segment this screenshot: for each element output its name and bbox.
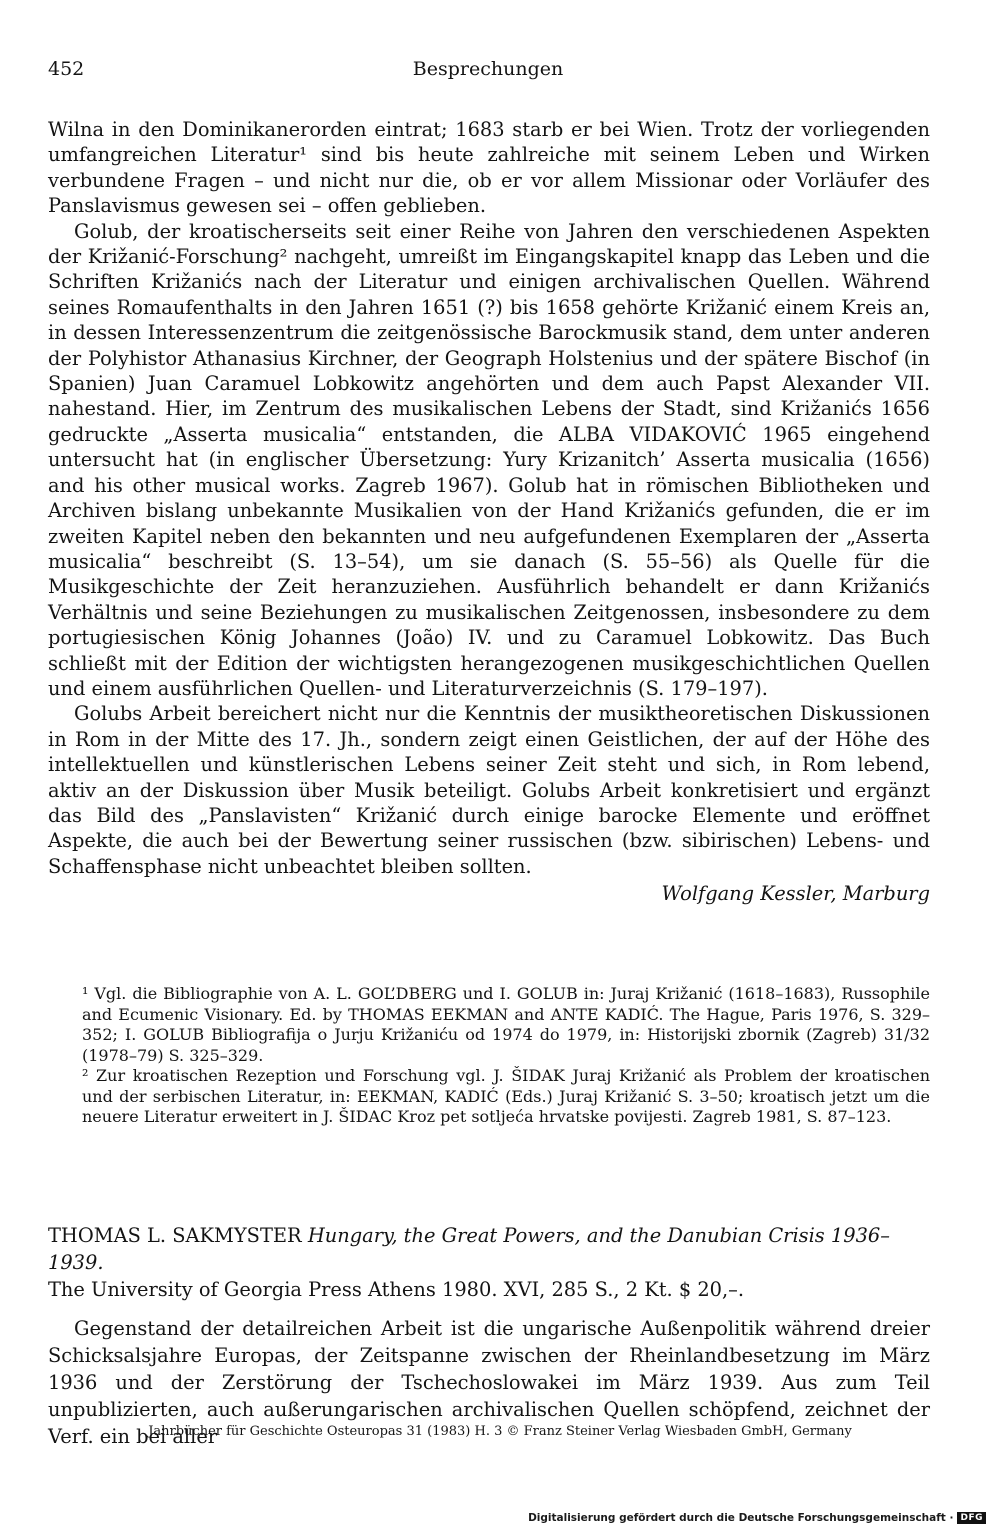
page-number: 452 [48,58,85,80]
reviewer-signature: Wolfgang Kessler, Marburg [661,882,930,906]
book-author: THOMAS L. SAKMYSTER [48,1224,302,1247]
paragraph-3: Golubs Arbeit bereichert nicht nur die Kenntnis der musiktheoretischen Diskussionen in Rom in der Mitte des 17. Jh., sondern zeigt einen Geistlichen, der auf der Höhe des intellektuellen und künstlerischen Lebens seiner Zeit steht und sich, in Rom lebend, aktiv an der Diskussion über Musik beteiligt. Golubs Arbeit konkretisiert und ergänzt das Bild des „Panslavisten“ Križanić durch einige barocke Elemente und eröffnet Aspekte, die auch bei der Bewertung seiner russischen (bzw. sibirischen) Lebens- und Schaffensphase nicht unbeachtet bleiben sollten. [48,702,930,878]
new-review-heading [48,1222,930,1450]
footnote-1: ¹ Vgl. die Bibliographie von A. L. GOL’DBERG und I. GOLUB in: Juraj Križanić (1618–1683), Russophile and Ecumenic Visionary. Ed. by THOMAS EEKMAN and ANTE KADIĆ. The Hague, Paris 1976, S. 329–352; I. GOLUB Bibliografija o Jurju Križaniću od 1974 do 1979, in: Historijski zbornik (Zagreb) 31/32 (1978–79) S. 325–329. [82,984,930,1065]
new-review-body: Gegenstand der detailreichen Arbeit ist die ungarische Außenpolitik während dreier Schicksalsjahre Europas, der Zeitspanne zwischen der Rheinlandbesetzung im März 1936 und der Zerstörung der Tschechoslowakei im März 1939. Aus zum Teil unpublizierten, auch außerungarischen archivalischen Quellen schöpfend, zeichnet der Verf. ein bei aller [48,1317,930,1448]
book-title: Hungary, the Great Powers, and the Danubian Crisis 1936–1939. [48,1224,890,1274]
footnote-2: ² Zur kroatischen Rezeption und Forschung vgl. J. ŠIDAK Juraj Križanić als Problem der kroatischen und der serbischen Literatur, in: EEKMAN, KADIĆ (Eds.) Juraj Križanić S. 3–50; kroatisch jetzt um die neuere Literatur erweitert in J. ŠIDAC Kroz pet sotljeća hrvatske povijesti. Zagreb 1981, S. 87–123. [82,1066,930,1126]
book-publication-info: The University of Georgia Press Athens 1980. XVI, 285 S., 2 Kt. $ 20,–. [48,1278,745,1301]
paragraph-2: Golub, der kroatischerseits seit einer Reihe von Jahren den verschiedenen Aspekten der Križanić-Forschung² nachgeht, umreißt im Eingangskapitel knapp das Leben und die Schriften Križanićs nach der Literatur und einigen archivalischen Quellen. Während seines Romaufenthalts in den Jahren 1651 (?) bis 1658 gehörte Križanić einem Kreis an, in dessen Interessenzentrum die zeitgenössische Barockmusik stand, dem unter anderen der Polyhistor Athanasius Kirchner, der Geograph Holstenius und der spätere Bischof (in Spanien) Juan Caramuel Lobkowitz angehörten und dem auch Papst Alexander VII. nahestand. Hier, im Zentrum des musikalischen Lebens der Stadt, sind Križanićs 1656 gedruckte „Asserta musicalia“ entstanden, die ALBA VIDAKOVIĆ 1965 eingehend untersucht hat (in englischer Übersetzung: Yury Krizanitch’ Asserta musicalia (1656) and his other musical works. Zagreb 1967). Golub hat in römischen Bibliotheken und Archiven bislang unbekannte Musikalien von der Hand Križanićs gefunden, die er im zweiten Kapitel neben den bekannten und neu aufgefundenen Exemplaren der „Asserta musicalia“ beschreibt (S. 13–54), um sie danach (S. 55–56) als Quelle für die Musikgeschichte der Zeit heranzuziehen. Ausführlich behandelt er dann Križanićs Verhältnis und seine Beziehungen zu musikalischen Zeitgenossen, insbesondere zu dem portugiesischen König Johannes (João) IV. und zu Caramuel Lobkowitz. Das Buch schließt mit der Edition der wichtigsten herangezogenen musikgeschichtlichen Quellen und einem ausführlichen Quellen- und Literaturverzeichnis (S. 179–197). [48,219,930,700]
footnotes [82,984,930,1128]
page-header [48,58,928,88]
paragraph-1: Wilna in den Dominikanerorden eintrat; 1683 starb er bei Wien. Trotz der vorliegenden umfangreichen Literatur¹ sind bis heute zahlreiche mit seinem Leben und Wirken verbundene Fragen – und nicht nur die, ob er vor allem Missionar oder Vorläufer des Panslavismus gewesen sei – offen geblieben. [48,118,930,218]
running-head: Besprechungen [412,58,564,80]
dfg-logo: DFG [957,1512,986,1524]
journal-citation: Jahrbücher für Geschichte Osteuropas 31 (1983) H. 3 © Franz Steiner Verlag Wiesbaden GmbH, Germany [148,1424,852,1439]
review-body [48,117,930,907]
digitization-notice [528,1512,986,1524]
dfg-notice-text: Digitalisierung gefördert durch die Deutsche Forschungsgemeinschaft · [528,1512,954,1524]
